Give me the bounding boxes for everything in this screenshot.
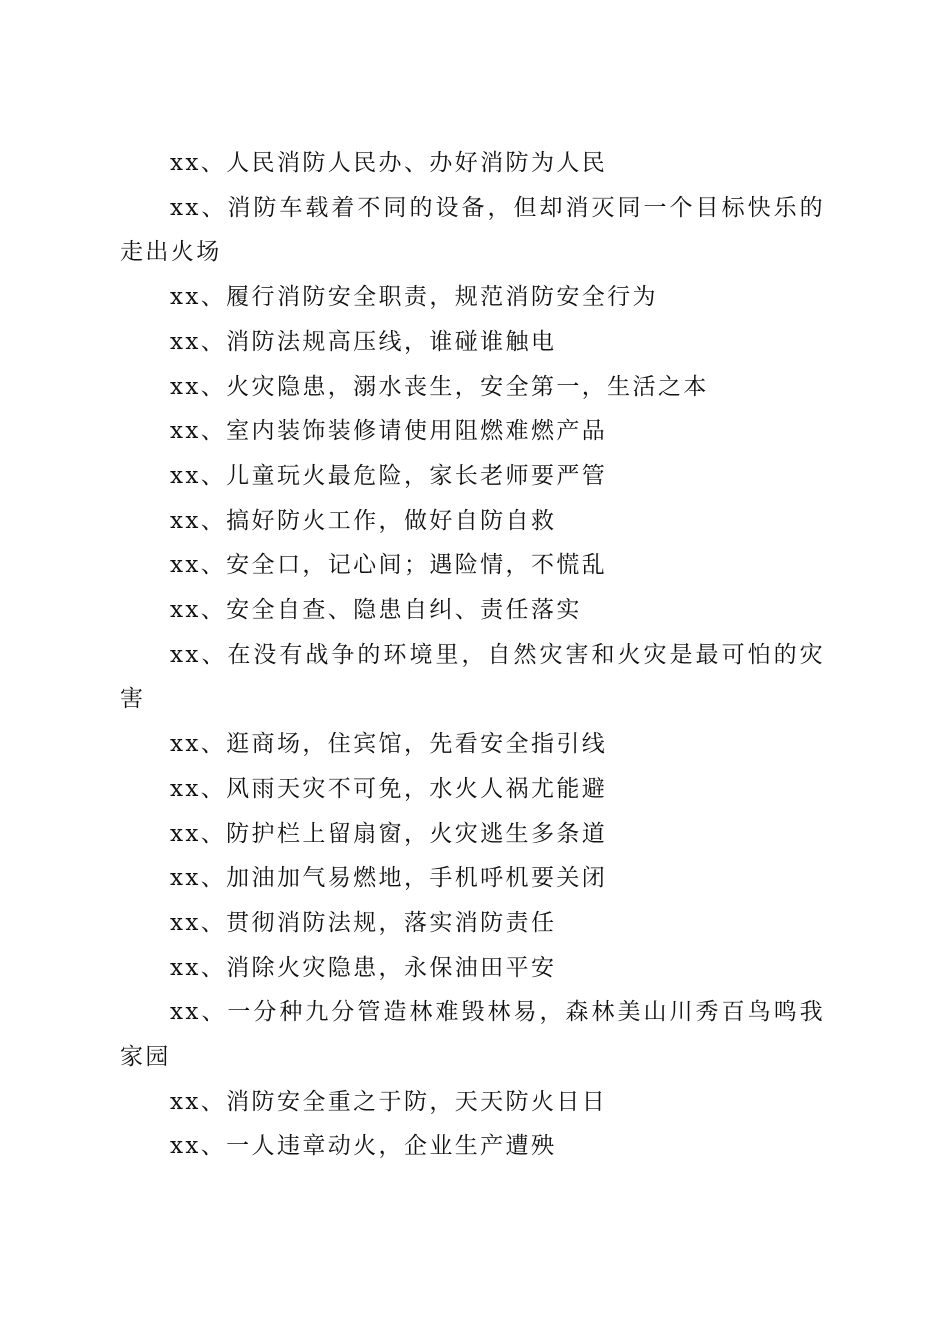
slogan-paragraph: xx、一分种九分管造林难毁林易，森林美山川秀百鸟鸣我家园 <box>120 999 825 1071</box>
slogan-paragraph: xx、儿童玩火最危险，家长老师要严管 <box>170 462 608 489</box>
slogan-paragraph: xx、履行消防安全职责，规范消防安全行为 <box>170 284 658 311</box>
slogan-paragraph: xx、在没有战争的环境里，自然灾害和火灾是最可怕的灾害 <box>120 641 825 713</box>
slogan-paragraph: xx、风雨天灾不可免，水火人祸尤能避 <box>170 775 608 802</box>
document-body <box>120 141 825 1169</box>
slogan-paragraph: xx、贯彻消防法规，落实消防责任 <box>170 909 557 936</box>
slogan-paragraph: xx、消防安全重之于防，天天防火日日 <box>170 1088 608 1115</box>
slogan-paragraph: xx、搞好防火工作，做好自防自救 <box>170 507 557 534</box>
slogan-paragraph: xx、消防车载着不同的设备，但却消灭同一个目标快乐的走出火场 <box>120 194 825 266</box>
slogan-paragraph: xx、安全口，记心间；遇险情，不慌乱 <box>170 552 608 579</box>
slogan-paragraph: xx、消防法规高压线，谁碰谁触电 <box>170 328 557 355</box>
slogan-paragraph: xx、安全自查、隐患自纠、责任落实 <box>170 597 582 624</box>
slogan-paragraph: xx、逛商场，住宾馆，先看安全指引线 <box>170 731 608 758</box>
slogan-paragraph: xx、人民消防人民办、办好消防为人民 <box>170 150 608 176</box>
slogan-paragraph: xx、一人违章动火，企业生产遭殃 <box>170 1133 557 1160</box>
slogan-paragraph: xx、防护栏上留扇窗，火灾逃生多条道 <box>170 820 608 847</box>
slogan-paragraph: xx、火灾隐患，溺水丧生，安全第一，生活之本 <box>170 373 709 400</box>
slogan-paragraph: xx、室内装饰装修请使用阻燃难燃产品 <box>170 418 608 445</box>
slogan-paragraph: xx、加油加气易燃地，手机呼机要关闭 <box>170 865 608 892</box>
slogan-paragraph: xx、消除火灾隐患，永保油田平安 <box>170 954 557 981</box>
